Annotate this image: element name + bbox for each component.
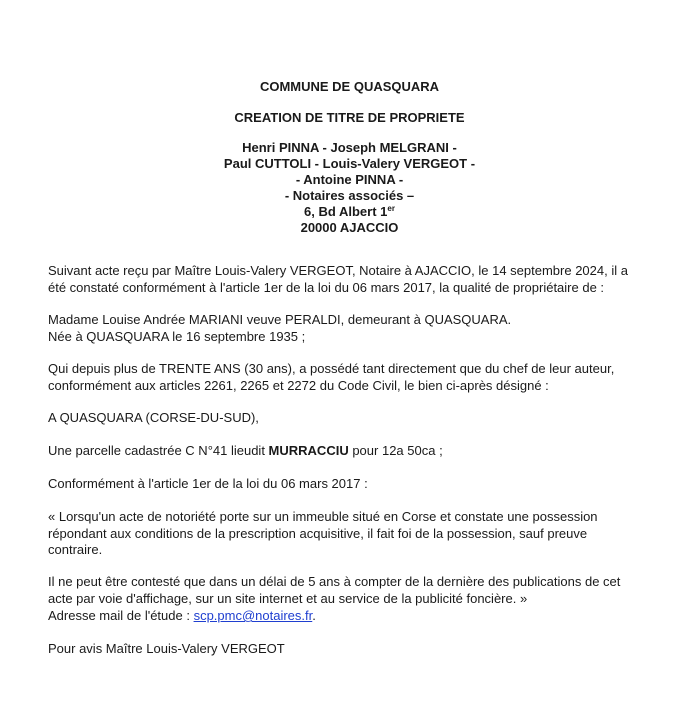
paragraph-deed: [48, 263, 628, 296]
notaries-line-3: - Antoine PINNA -: [295, 172, 404, 187]
paragraph-email: [48, 608, 316, 625]
email-label: Adresse mail de l'étude :: [48, 608, 194, 623]
paragraph-line: « Lorsqu'un acte de notoriété porte sur un immeuble situé en Corse et constate une possession: [48, 509, 598, 524]
paragraph-line: Née à QUASQUARA le 16 septembre 1935 ;: [48, 328, 306, 344]
paragraph-location: [48, 410, 259, 427]
paragraph-signature: [48, 641, 285, 658]
email-period: .: [312, 608, 316, 623]
commune-name: COMMUNE DE QUASQUARA: [259, 79, 440, 94]
paragraph-law-reference: [48, 476, 368, 493]
address-line-1: [0, 204, 699, 220]
paragraph-line: Madame Louise Andrée MARIANI veuve PERALDI, demeurant à QUASQUARA.: [48, 312, 512, 327]
paragraph-owner: [48, 312, 511, 345]
paragraph-line: contraire.: [48, 542, 103, 557]
paragraph-line: conformément aux articles 2261, 2265 et 2272 du Code Civil, le bien ci-après désigné :: [48, 377, 549, 393]
paragraph-parcel: [48, 443, 443, 460]
parcel-prefix: Une parcelle cadastrée C N°41 lieudit: [48, 443, 269, 458]
notaries-line-2: Paul CUTTOLI - Louis-Valery VERGEOT -: [223, 156, 476, 171]
commune-heading: [0, 79, 699, 95]
notaries-line-1: Henri PINNA - Joseph MELGRANI -: [242, 140, 457, 155]
paragraph-line: A QUASQUARA (CORSE-DU-SUD),: [48, 410, 259, 425]
paragraph-line: [48, 608, 316, 625]
paragraph-line: Il ne peut être contesté que dans un délai de 5 ans à compter de la dernière des publications de cet: [48, 574, 621, 589]
paragraph-line: répondant aux conditions de la prescription acquisitive, il fait foi de la possession, sauf preuve: [48, 525, 588, 541]
address-line-2: 20000 AJACCIO: [300, 220, 399, 235]
paragraph-quote-1: [48, 509, 598, 559]
paragraph-line: été constaté conformément à l'article 1er de la loi du 06 mars 2017, la qualité de propriétaire de :: [48, 279, 605, 295]
paragraph-line: acte par voie d'affichage, sur un site internet et au service de la publicité foncière. »: [48, 590, 528, 606]
paragraph-line: Conformément à l'article 1er de la loi du 06 mars 2017 :: [48, 476, 368, 491]
parcel-lieudit: MURRACCIU: [268, 443, 349, 458]
address-street: 6, Bd Albert 1: [304, 204, 388, 219]
parcel-area: pour 12a 50ca ;: [348, 443, 443, 458]
document-title: [0, 110, 699, 126]
email-link[interactable]: scp.pmc@notaires.fr: [193, 608, 313, 623]
paragraph-possession: [48, 361, 614, 394]
paragraph-quote-2: [48, 574, 620, 607]
paragraph-line: Qui depuis plus de TRENTE ANS (30 ans), a possédé tant directement que du chef de leur auteur,: [48, 361, 615, 376]
address-superscript: er: [387, 204, 395, 213]
paragraph-line: [48, 443, 443, 460]
notaries-block: [0, 140, 699, 236]
notaries-line-4: - Notaires associés –: [284, 188, 415, 203]
paragraph-line: Pour avis Maître Louis-Valery VERGEOT: [48, 641, 285, 656]
title-text: CREATION DE TITRE DE PROPRIETE: [234, 110, 465, 125]
paragraph-line: Suivant acte reçu par Maître Louis-Valery VERGEOT, Notaire à AJACCIO, le 14 septembre 2024, il a: [48, 263, 628, 278]
